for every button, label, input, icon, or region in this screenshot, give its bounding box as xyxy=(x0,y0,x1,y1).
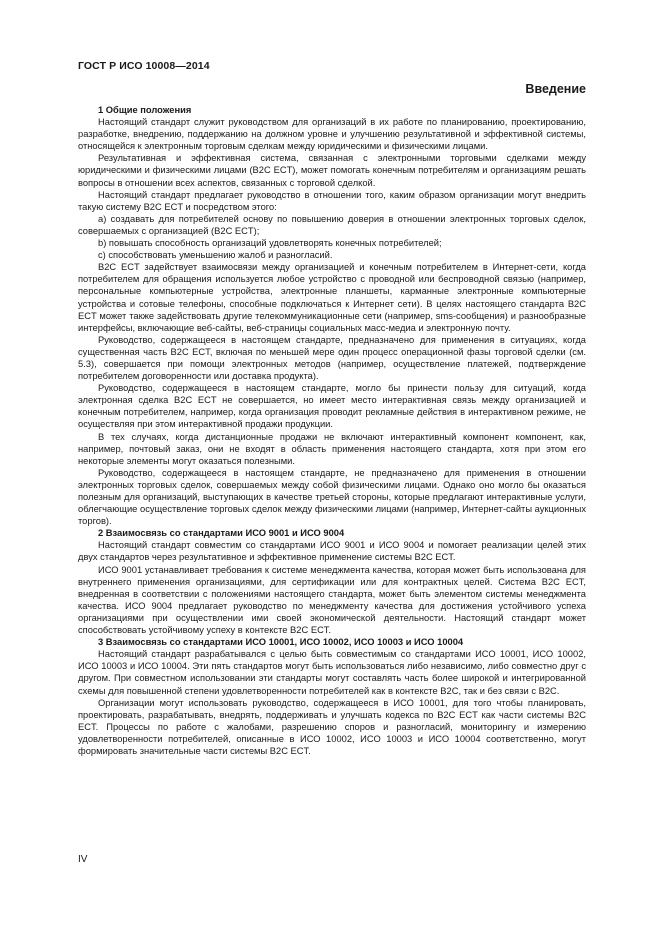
paragraph: Руководство, содержащееся в настоящем стандарте, предназначено для применения в ситуациях, когда существенная часть B2C ECT, включая по меньшей мере один процесс операционной фазы торговой сделки (см. 5.3), совершается при помощи электронных методов (например, осуществление платежей, подтверждение потребителем договоренности или доставка продукта). xyxy=(78,334,586,382)
list-item: c) способствовать уменьшению жалоб и разногласий. xyxy=(98,250,333,261)
paragraph: Настоящий стандарт совместим со стандартами ИСО 9001 и ИСО 9004 и помогает реализации целей этих двух стандартов через результативное и эффективное применение системы B2C ECT. xyxy=(78,540,586,563)
paragraph: Настоящий стандарт предлагает руководство в отношении того, каким образом организации могут внедрить такую систему B2C ECT и посредством этого: xyxy=(78,189,586,212)
paragraph: Организации могут использовать руководство, содержащееся в ИСО 10001, для того чтобы планировать, проектировать, разрабатывать, внедрять, поддерживать и улучшать кодекса по B2C ECT как части системы B2C ECT. Процессы по работе с жалобами, разрешению споров и разногласий, мониторингу и измерению удовлетворенности потребителей, описанные в ИСО 10002, ИСО 10003 и ИСО 10004 соответственно, могут формировать значительные части системы B2C ECT. xyxy=(78,697,586,756)
list-item: b) повышать способность организаций удовлетворять конечных потребителей; xyxy=(98,238,442,249)
page-number: IV xyxy=(78,854,88,865)
document-body xyxy=(78,104,586,757)
section-heading: 2 Взаимосвязь со стандартами ИСО 9001 и ИСО 9004 xyxy=(98,528,345,539)
document-header: ГОСТ Р ИСО 10008—2014 xyxy=(78,60,210,72)
paragraph: ИСО 9001 устанавливает требования к системе менеджмента качества, которая может быть использована для внутреннего применения организациями, для сертификации или для контрактных целей. Система B2C ECT, внедренная в соответствии с положениями настоящего стандарта, может быть элементом системы менеджмента качества. ИСО 9004 предлагает руководство по менеджменту качества для достижения устойчивого успеха организациями при осуществлении ими своей экономической деятельности. Настоящий стандарт может способствовать устойчивому успеху в контексте B2C ECT. xyxy=(78,564,586,636)
section-heading: 3 Взаимосвязь со стандартами ИСО 10001, ИСО 10002, ИСО 10003 и ИСО 10004 xyxy=(98,637,464,648)
paragraph: Руководство, содержащееся в настоящем стандарте, не предназначено для применения в отношении электронных торговых сделок, совершаемых между собой физическими лицами. Однако оно могло бы оказаться полезным для организаций, выступающих в качестве третьей стороны, которые предлагают интерактивные услуги, облегчающие осуществление торговых сделок между физическими лицами (например, Интернет-сайты аукционных торгов). xyxy=(78,467,586,527)
paragraph: Настоящий стандарт разрабатывался с целью быть совместимым со стандартами ИСО 10001, ИСО 10002, ИСО 10003 и ИСО 10004. Эти пять стандартов могут быть использоваться либо независимо, либо совместно друг с другом. При совместном использовании эти стандарты могут составлять часть более широкой и интегрированной схемы для повышенной степени удовлетворенности потребителей как в контексте B2C, так и без связи с B2C. xyxy=(78,649,586,696)
paragraph: Руководство, содержащееся в настоящем стандарте, могло бы принести пользу для ситуаций, когда электронная сделка B2C ECT не совершается, но имеет место интерактивная связь между организацией и конечным потребителем, например, когда организация проводит рекламные действия в интерактивном режиме, не осуществляя при этом интерактивной продажи продукции. xyxy=(78,383,586,430)
paragraph: B2C ECT задействует взаимосвязи между организацией и конечным потребителем в Интернет-сети, когда потребителем для обращения используется любое устройство с проводной или беспроводной связью (например, персональные компьютерные устройства, электронные планшеты, карманные электронные компьютерные устройства и сотовые телефоны, способные подключаться к Интернет сети). В целях настоящего стандарта B2C ECT может также задействовать другие телекоммуникационные сети (например, sms-сообщения) и разнообразные интерфейсы, включающие веб-сайты, веб-страницы социальных масс-медиа и электронную почту. xyxy=(78,262,586,333)
paragraph: Настоящий стандарт служит руководством для организаций в их работе по планированию, проектированию, разработке, внедрению, поддержанию на должном уровне и улучшению результативной и эффективной системы, относящейся к электронным торговым сделкам между юридическими и физическими лицами. xyxy=(78,117,586,152)
paragraph: Результативная и эффективная система, связанная с электронными торговыми сделками между юридическими и физическими лицами (B2C ECT), может помогать конечным потребителям и организациям решать вопросы в отношении всех аспектов, связанных с торговой сделкой. xyxy=(78,153,586,188)
paragraph: В тех случаях, когда дистанционные продажи не включают интерактивный компонент компонент, как, например, почтовый заказ, они не входят в область применения настоящего стандарта, хотя при этом его некоторые элементы могут оказаться полезными. xyxy=(78,431,586,466)
page-title: Введение xyxy=(525,82,586,96)
list-item: a) создавать для потребителей основу по повышению доверия в отношении электронных торговых сделок, совершаемых с организацией (B2C ECT); xyxy=(78,213,586,236)
section-heading: 1 Общие положения xyxy=(98,105,192,115)
